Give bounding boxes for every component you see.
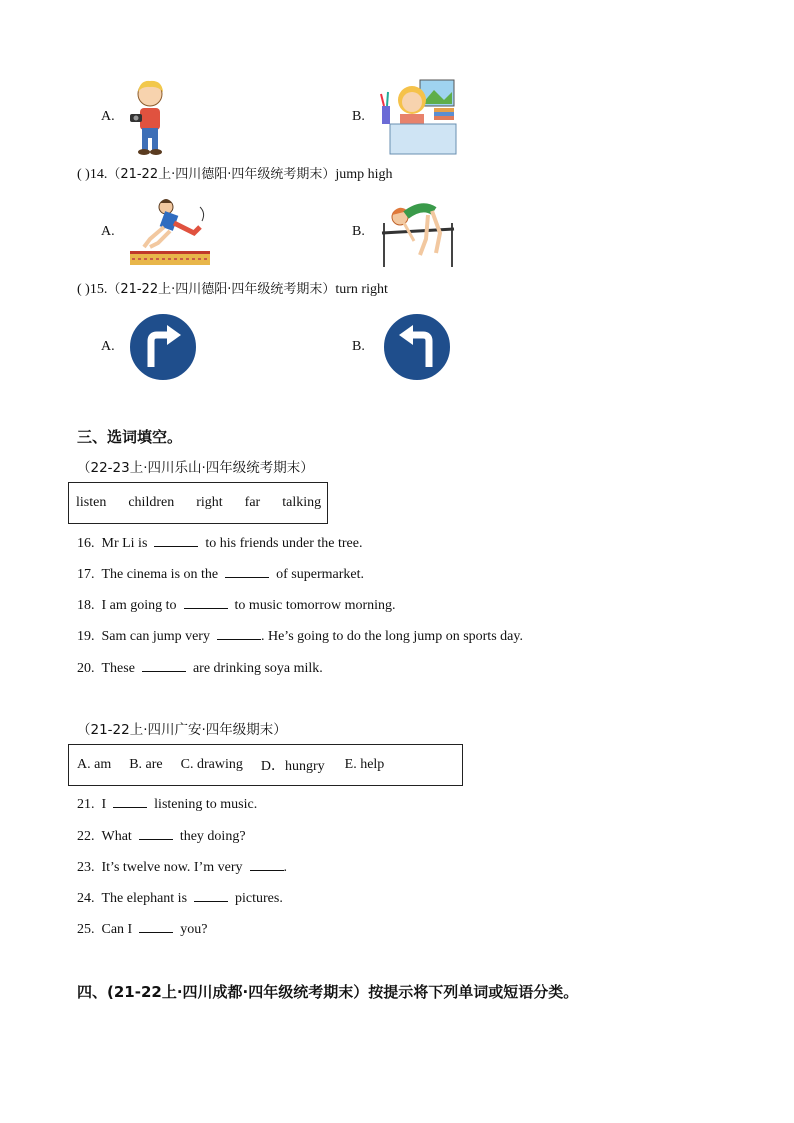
question-17 xyxy=(77,564,364,583)
answer-blank[interactable] xyxy=(225,564,269,578)
girl-at-desk-image xyxy=(378,78,460,156)
question-22 xyxy=(77,826,246,845)
answer-blank[interactable] xyxy=(217,626,261,640)
section3-part2-source: （21-22上·四川广安·四年级期末） xyxy=(77,722,287,738)
question-25 xyxy=(77,919,207,938)
q14-option-a-label: A. xyxy=(101,224,115,239)
q15-option-a-label: A. xyxy=(101,339,115,354)
question-16 xyxy=(77,533,362,552)
answer-blank[interactable] xyxy=(139,826,173,840)
question-text: listening to music. xyxy=(154,797,258,812)
question-text: The cinema is on the xyxy=(101,567,219,582)
word-bank-1-word: talking xyxy=(282,495,322,510)
question-text: Mr Li is xyxy=(101,536,148,551)
q14-phrase: jump high xyxy=(335,167,393,182)
word-bank-1-word: right xyxy=(196,495,223,510)
question-23 xyxy=(77,857,287,876)
question-text: These xyxy=(101,661,135,676)
question-number: 23. xyxy=(77,860,95,875)
word-bank-2-option: C. drawing xyxy=(180,757,243,772)
answer-blank[interactable] xyxy=(154,533,198,547)
section3-part1-source: （22-23上·四川乐山·四年级统考期末） xyxy=(77,460,314,476)
word-bank-2 xyxy=(68,744,463,786)
question-text: you? xyxy=(180,922,208,937)
answer-blank[interactable] xyxy=(139,919,173,933)
q15-source: （21-22上·四川德阳·四年级统考期末） xyxy=(107,282,336,297)
question-text: to his friends under the tree. xyxy=(205,536,363,551)
question-text: I xyxy=(101,797,107,812)
word-bank-1-word: listen xyxy=(76,495,107,510)
question-number: 20. xyxy=(77,661,95,676)
q14-source: （21-22上·四川德阳·四年级统考期末） xyxy=(107,167,336,182)
word-bank-2-option: D．hungry xyxy=(260,759,325,774)
question-text: Can I xyxy=(101,922,133,937)
question-number: 17. xyxy=(77,567,95,582)
question-number: 24. xyxy=(77,891,95,906)
question-text: they doing? xyxy=(179,829,246,844)
answer-blank[interactable] xyxy=(250,857,284,871)
question-24 xyxy=(77,888,283,907)
question-text: are drinking soya milk. xyxy=(192,661,323,676)
answer-blank[interactable] xyxy=(142,658,186,672)
question-text: What xyxy=(101,829,132,844)
turn-left-sign-icon xyxy=(381,311,453,383)
question-number: 22. xyxy=(77,829,95,844)
question-18 xyxy=(77,595,396,614)
question-number: 16. xyxy=(77,536,95,551)
q15-question xyxy=(77,281,388,299)
question-20 xyxy=(77,658,323,677)
q13-option-b-label: B. xyxy=(352,109,365,124)
answer-blank[interactable] xyxy=(184,595,228,609)
question-text: of supermarket. xyxy=(276,567,364,582)
section4-title: 四、(21-22上·四川成都·四年级统考期末）按提示将下列单词或短语分类。 xyxy=(77,983,579,1001)
question-text: I am going to xyxy=(101,598,177,613)
word-bank-2-option: B. are xyxy=(129,757,163,772)
question-text: to music tomorrow morning. xyxy=(234,598,396,613)
question-19 xyxy=(77,626,523,645)
word-bank-1-word: children xyxy=(128,495,175,510)
q14-bracket: ( )14. xyxy=(77,167,108,182)
word-bank-2-option: A. am xyxy=(77,757,112,772)
word-bank-1-word: far xyxy=(244,495,261,510)
word-bank-1 xyxy=(68,482,328,524)
question-number: 19. xyxy=(77,629,95,644)
question-text: It’s twelve now. I’m very xyxy=(101,860,243,875)
question-text: pictures. xyxy=(235,891,283,906)
question-text: The elephant is xyxy=(101,891,188,906)
answer-blank[interactable] xyxy=(113,794,147,808)
section3-title: 三、选词填空。 xyxy=(77,428,183,446)
high-jump-image xyxy=(378,193,458,269)
long-jump-image xyxy=(128,193,212,269)
question-21 xyxy=(77,794,257,813)
turn-right-sign-icon xyxy=(127,311,199,383)
question-text: . He’s going to do the long jump on sports day. xyxy=(260,629,523,644)
question-text: . xyxy=(283,860,287,875)
answer-blank[interactable] xyxy=(194,888,228,902)
question-text: Sam can jump very xyxy=(101,629,210,644)
word-bank-2-option: E. help xyxy=(344,757,385,772)
question-number: 21. xyxy=(77,797,95,812)
q13-option-a-label: A. xyxy=(101,109,115,124)
question-number: 25. xyxy=(77,922,95,937)
q15-option-b-label: B. xyxy=(352,339,365,354)
question-number: 18. xyxy=(77,598,95,613)
q14-question xyxy=(77,166,393,184)
boy-with-camera-image xyxy=(128,78,172,156)
q14-option-b-label: B. xyxy=(352,224,365,239)
q15-bracket: ( )15. xyxy=(77,282,108,297)
q15-phrase: turn right xyxy=(335,282,388,297)
